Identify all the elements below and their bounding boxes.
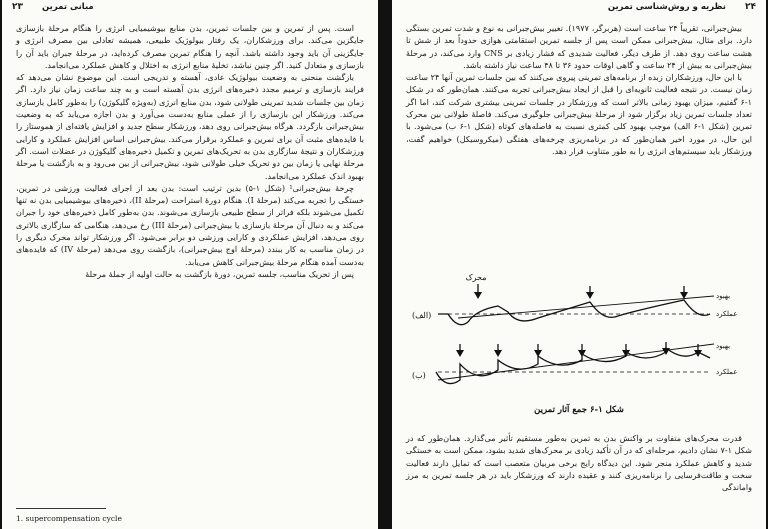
left-paragraph-3: چرخهٔ بیش‌جبرانی¹ (شکل ۱-۵) بدین ترتیب است: بدن بعد از اجرای فعالیت ورزشی در تمرین، خستگی را تجربه می‌کند (مرحلهٔ I). هنگام دورهٔ استراحت (مرحلهٔ II)، ذخیره‌های بیوشیمیایی بدن نه تنها تکمیل می‌شوند بلکه فراتر از سطح طبیعی بازسازی می‌شوند. بدن به‌طور کامل ذخیره‌های خود را جبران می‌کند و به دنبال آن مرحلهٔ بازسازی یا بیش‌جبرانی (مرحلهٔ III) رخ می‌دهد، هنگامی که سازگاری بالاتری روی می‌دهد، افزایش عملکردی و کارایی ورزشی دو برابر می‌شود. اگر ورزشکار تواند محرک دیگری را در زمان مناسب به کار ببندد (مرحلهٔ اوج بیش‌جبرانی)، بازگشت روی می‌دهد (مرحلهٔ IV) که فایده‌های به‌دست آمده هنگام مرحلهٔ بیش‌جبرانی کاهش می‌یابد. xyxy=(16,182,364,267)
training-effects-figure xyxy=(398,272,760,424)
improvement-label-a: بهبود xyxy=(716,292,731,300)
right-page-body-bottom xyxy=(406,432,752,493)
footnote-rule xyxy=(16,508,106,509)
left-paragraph-1: است. پس از تمرین و بین جلسات تمرین، بدن منابع بیوشیمیایی انرژی را هنگام مرحلهٔ بازسازی جایگزین می‌کند. برای ورزشکاران، یک رفتار بیولوژیک طبیعی، همیشه تعادلی بین مصرف انرژی و جایگزینی آن باید وجود داشته باشد. آنچه را هنگام تمرین مصرف کرده‌اید، در مرحلهٔ جبران باید آن را بازسازی و متعادل کنید. اگر چنین نباشد، تخلیهٔ منابع انرژی به اختلال و کاهش عملکرد می‌انجامد. xyxy=(16,23,364,70)
arrowhead-a1 xyxy=(474,292,482,299)
right-page xyxy=(392,0,766,529)
left-running-title: مبانی تمرین xyxy=(42,2,94,12)
right-page-number: ۲۴ xyxy=(745,2,756,12)
left-page-number: ۲۳ xyxy=(12,2,23,12)
right-paragraph-2: با این حال، ورزشکاران زبده از برنامه‌های تمرینی پیروی می‌کنند که بین جلسات تمرین آنها ۲۴ ساعت زمان نیست. در نتیجه فعالیت ثانویه‌ای را قبل از ایجاد بیش‌جبرانی تجربه می‌کنند. همان‌طور که در شکل ۱-۶ گفتیم، میزان بهبود زمانی بالاتر است که ورزشکار در جلسات تمرینی بیشتری شرکت کند، اما اگر تعداد جلسات تمرین زیاد برگزار شود از مرحلهٔ بیش‌جبرانی جلوگیری می‌کند. فاصلهٔ طولانی بین محرک تمرین (شکل ۱-۶ الف) موجب بهبود کلی کمتری نسبت به فاصله‌های کوتاه (شکل ۱-۶ ب) می‌شود. با این حال، در مورد اخیر همان‌طور که در برنامه‌ریزی چرخه‌های هفتگی (میکروسیکل) خواهیم گفت، ورزشکار باید سیستم‌های انرژی را به طور متناوب قرار دهد. xyxy=(406,72,753,156)
right-paragraph-1: بیش‌جبرانی، تقریباً ۲۴ ساعت است (هربرگر، ۱۹۷۷). تغییر بیش‌جبرانی به نوع و شدت تمرین بستگی دارد. برای مثال، بیش‌جبرانی ممکن است پس از جلسه تمرین استقامتی هوازی حدوداً بعد از شش تا هشت ساعت روی دهد. از طرف دیگر، فعالیت شدیدی که فشار زیادی بر CNS وارد می‌کند، در مرحلهٔ بیش‌جبرانی به بیش از ۲۴ ساعت و گاهی اوقات حدود ۳۶ تا ۴۸ ساعت نیاز داشته باشد. xyxy=(406,23,752,70)
figure-diagram xyxy=(398,272,760,424)
improvement-label-b: بهبود xyxy=(716,342,731,350)
left-page-header xyxy=(12,2,368,18)
performance-curve-b xyxy=(436,348,710,384)
footnote: 1. supercompensation cycle xyxy=(16,514,122,523)
left-paragraph-2: بازگشت منحنی به وضعیت بیولوژیک عادی، آهسته و تدریجی است. این موضوع نشان می‌دهد که فرایند بازسازی و ترمیم مجدد ذخیره‌های انرژی بدن آهسته است و به چند ساعت زمان نیاز دارد. اگر زمان بین جلسات شدید تمرینی طولانی شود، بدن منابع انرژی (به‌ویژه گلیکوژن) را به‌طور کامل بازسازی می‌کند. ورزشکار این بازسازی را از عملی منابع به‌دست می‌آورد و بدن اجازه می‌یابد که به وضعیت بیش‌جبرانی بازگردد. هرگاه بیش‌جبرانی روی دهد، ورزشکار سطح جدید و افزایش یافته‌ای از هموستاز را با فایده‌های مثبت آن برای تمرین و عملکرد برقرار می‌کند. بیش‌جبرانی اساس افزایش عملکرد و کارایی ورزشکاران و نتیجهٔ سازگاری بدن به تحریک‌های تمرین و تکمیل ذخیره‌های گلیکوژن در عضلات است. اگر مرحلهٔ نهایی یا زمان بین دو تحریک خیلی طولانی شود، بیش‌جبرانی از بین می‌رود و به بازگشت یا مرحلهٔ بهبود اندک عملکرد می‌انجامد. xyxy=(16,72,364,181)
arrowhead-b2 xyxy=(494,350,502,357)
trend-line-b xyxy=(438,344,714,380)
panel-a-label: (الف) xyxy=(412,311,432,320)
figure-caption: شکل ۱-۶ جمع آثار تمرین xyxy=(534,405,624,415)
performance-label-b: عملکرد xyxy=(716,368,738,376)
panel-b-label: (ب) xyxy=(412,371,426,380)
performance-label-a: عملکرد xyxy=(716,310,738,318)
left-page xyxy=(2,0,378,529)
right-paragraph-3: قدرت محرک‌های متفاوت بر واکنش بدن به تمرین به‌طور مستقیم تأثیر می‌گذارد. همان‌طور که در شکل ۱-۷ نشان دادیم، مرحله‌ای که در آن تأکید زیادی بر محرک‌های شدید بشود، ممکن است به خستگی شدید و کاهش عملکرد منجر شود. این دیدگاه رایج برخی مربیان متعصب است که تمایل دارند فعالیت سخت و طاقت‌فرسایی را برنامه‌ریزی کنند و عقیده دارند که ورزشکار باید در هر جلسه تمرین به مرز واماندگی xyxy=(406,433,752,493)
trend-line-a xyxy=(458,296,714,318)
arrowhead-a2 xyxy=(586,292,594,299)
right-running-title: نظریه و روش‌شناسی تمرین xyxy=(607,2,726,12)
left-page-body xyxy=(16,22,364,280)
arrowhead-b1 xyxy=(456,350,464,357)
left-paragraph-4: پس از تحریک مناسب، جلسه تمرین، دورهٔ بازگشت به حالت اولیه از جملهٔ مرحلهٔ xyxy=(85,268,354,279)
right-page-header xyxy=(402,2,756,18)
right-page-body-top xyxy=(406,22,752,157)
stimulus-label: محرک xyxy=(465,273,487,282)
performance-curve-a xyxy=(438,300,710,325)
